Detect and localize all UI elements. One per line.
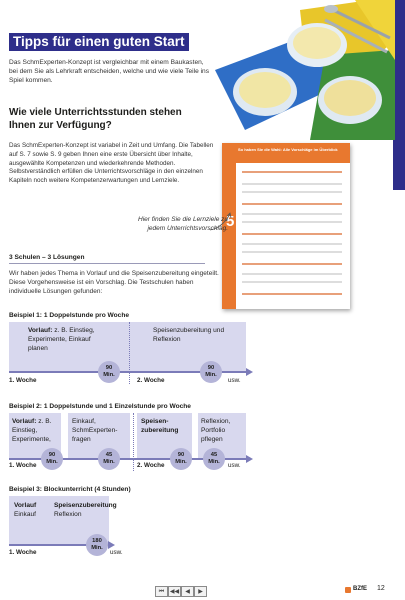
bzfe-logo-icon: [345, 587, 351, 593]
example-2-einkauf: Einkauf, SchmExperten-fragen: [72, 418, 118, 443]
example-1-arrowhead: [246, 368, 253, 376]
example-2-separator: [133, 413, 134, 471]
first-page-button[interactable]: ⏮: [155, 586, 168, 597]
food-photo: [205, 0, 395, 140]
example-3-speisen: Speisenzubereitung Reflexion: [54, 502, 117, 518]
example-3-badge-1: 180 Min.: [86, 534, 108, 556]
schools-text: Wir haben jedes Thema in Vorlauf und die Speisenzubereitung eingeteilt. Diese Vorgehensweise ist ein Vorschlag. Die Testschulen haben individuelle Lösungen gefunden:: [9, 270, 219, 295]
example-2-vorlauf: Vorlauf: z. B. Einstieg, Experimente,: [12, 418, 52, 443]
bzfe-logo: BZfE: [353, 586, 367, 592]
example-1-speisen: Speisenzubereitung und Reflexion: [153, 327, 225, 343]
brochure-header: So haben Sie die Wahl: Alle Vorschläge im Überblick: [238, 147, 338, 152]
section-heading: Wie viele Unterrichtsstunden stehen Ihnen zur Verfügung?: [9, 107, 182, 131]
next-page-button[interactable]: ▶: [194, 586, 207, 597]
brochure-caption: Hier finden Sie die Lernziele zu jedem Unterrichtsvorschlag.: [138, 216, 228, 232]
prev-page-button[interactable]: ◀: [181, 586, 194, 597]
example-1-vorlauf: Vorlauf: z. B. Einstieg, Experimente, Einkauf planen: [28, 327, 95, 352]
example-2-badge-2: 45 Min.: [98, 448, 120, 470]
example-1-title: Beispiel 1: 1 Doppelstunde pro Woche: [9, 312, 130, 319]
page-number: 12: [377, 585, 385, 592]
example-1-week-1: 1. Woche: [9, 377, 37, 384]
example-1-badge-2: 90 Min.: [200, 361, 222, 383]
example-3-week-1: 1. Woche: [9, 549, 37, 556]
example-1-badge-1: 90 Min.: [98, 361, 120, 383]
example-3-usw: usw.: [110, 549, 123, 556]
example-2-usw: usw.: [228, 462, 241, 469]
example-2-week-1: 1. Woche: [9, 462, 37, 469]
example-2-badge-1: 90 Min.: [41, 448, 63, 470]
schools-heading: 3 Schulen – 3 Lösungen: [9, 254, 85, 261]
example-2-badge-3: 90 Min.: [170, 448, 192, 470]
section-text: Das SchmExperten-Konzept ist variabel in Zeit und Umfang. Die Tabellen auf S. 7 sowie S. 9 geben Ihnen eine erste Übersicht über Inhalte, ausgewählte Kompetenzen und wiederkehrende Methoden. Selbstverständlich erfüllen die Unterrichtsvorschläge in den einzelnen Kapiteln noch weitere Kompetenzerwartungen und Lernziele.: [9, 142, 214, 185]
example-2-badge-4: 45 Min.: [203, 448, 225, 470]
brochure-preview: [222, 143, 350, 309]
prev-chapter-button[interactable]: ◀◀: [169, 588, 180, 595]
intro-text: Das SchmExperten-Konzept ist vergleichbar mit einem Baukasten, bei dem Sie als Lehrkraft entscheiden, welche und wie viele Teile ins Spiel kommen.: [9, 59, 210, 84]
example-3-title: Beispiel 3: Blockunterricht (4 Stunden): [9, 486, 131, 493]
example-2-title: Beispiel 2: 1 Doppelstunde und 1 Einzelstunde pro Woche: [9, 403, 191, 410]
example-2-speisen: Speisen-zubereitung: [141, 418, 179, 434]
page-title-bar: [9, 33, 189, 51]
example-2-arrowhead: [246, 455, 253, 463]
example-3-arrowhead: [108, 541, 115, 549]
example-3-vorlauf: Vorlauf Einkauf: [14, 502, 37, 518]
example-1-usw: usw.: [228, 377, 241, 384]
schools-divider: [9, 263, 205, 264]
example-1-week-2: 2. Woche: [137, 377, 165, 384]
page-title: Tipps für einen guten Start: [13, 34, 185, 49]
caption-arrow: [208, 210, 238, 234]
brochure-chapter-number: 5: [226, 213, 235, 230]
example-2-week-2: 2. Woche: [137, 462, 165, 469]
example-1-separator: [129, 322, 130, 384]
example-2-reflexion: Reflexion, Portfolio pflegen: [201, 418, 231, 443]
